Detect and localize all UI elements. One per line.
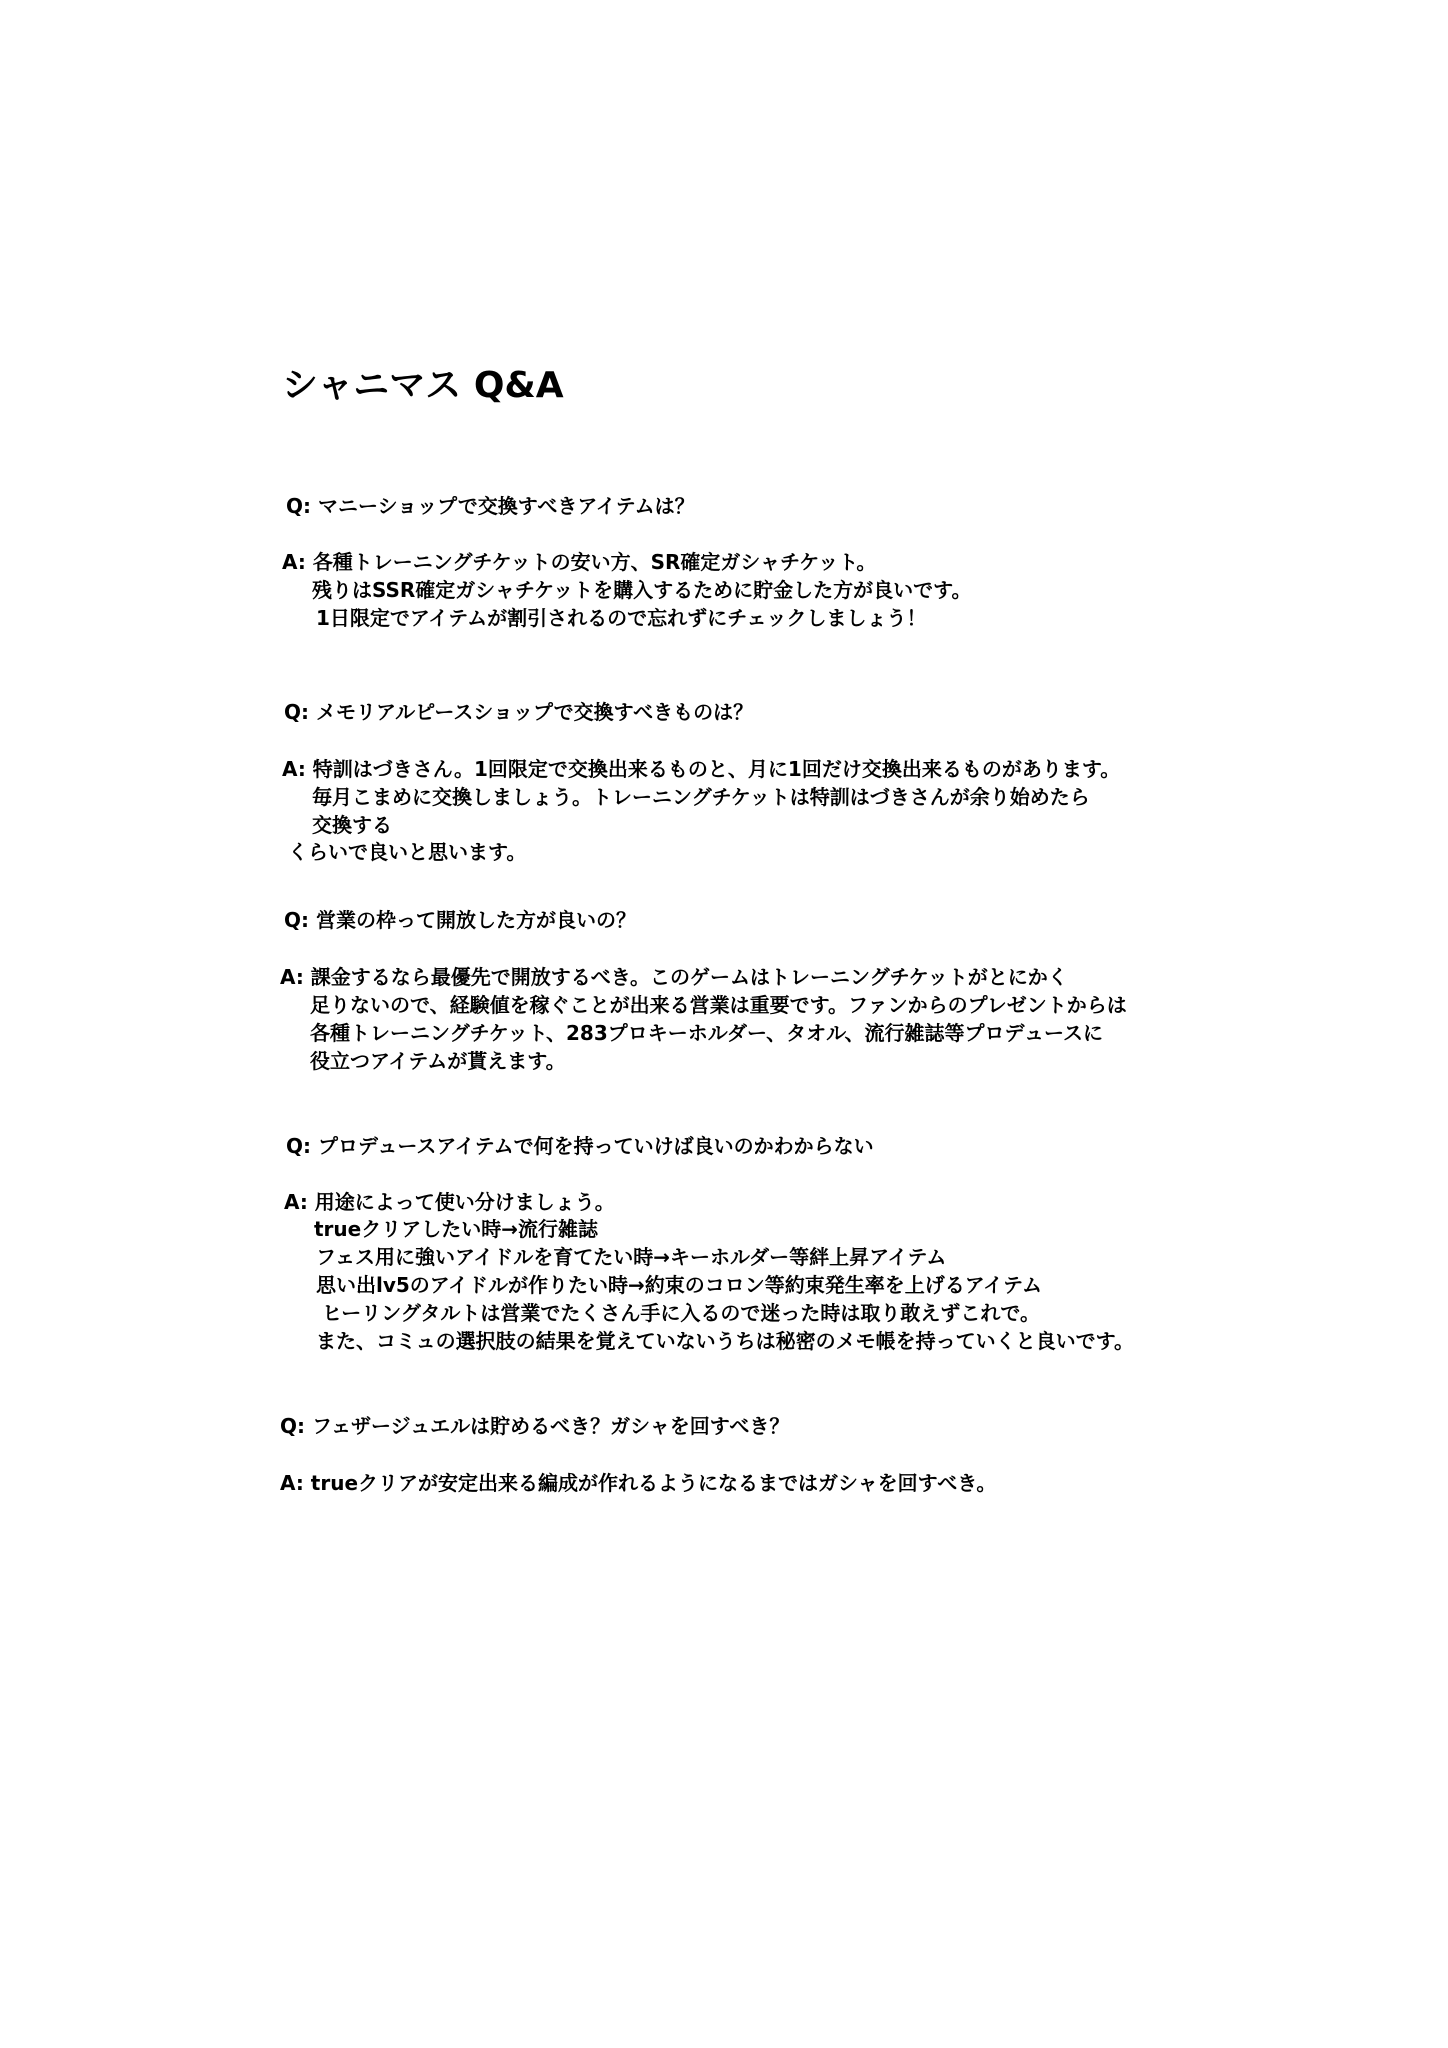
answer-line: A: 用途によって使い分けましょう。 <box>284 1190 615 1214</box>
answer-line: 各種トレーニングチケット、283プロキーホルダー、タオル、流行雑誌等プロデュースに <box>310 1021 1103 1045</box>
answer-line: また、コミュの選択肢の結果を覚えていないうちは秘密のメモ帳を持っていくと良いです。 <box>316 1329 1134 1353</box>
answer-line: 思い出lv5のアイドルが作りたい時→約束のコロン等約束発生率を上げるアイテム <box>316 1273 1042 1297</box>
answer-line: A: 特訓はづきさん。1回限定で交換出来るものと、月に1回だけ交換出来るものがあります。 <box>282 757 1121 781</box>
answer-line: A: 各種トレーニングチケットの安い方、SR確定ガシャチケット。 <box>282 550 877 574</box>
answer-line: trueクリアしたい時→流行雑誌 <box>314 1217 598 1241</box>
answer-line: フェス用に強いアイドルを育てたい時→キーホルダー等絆上昇アイテム <box>316 1245 947 1269</box>
question-text: Q: マニーショップで交換すべきアイテムは？ <box>286 494 695 518</box>
answer-line: 毎月こまめに交換しましょう。トレーニングチケットは特訓はづきさんが余り始めたら <box>312 785 1090 809</box>
question-text: Q: メモリアルピースショップで交換すべきものは？ <box>284 700 754 724</box>
answer-line: 残りはSSR確定ガシャチケットを購入するために貯金した方が良いです。 <box>312 578 972 602</box>
question-text: Q: 営業の枠って開放した方が良いの？ <box>284 908 636 932</box>
answer-line: 役立つアイテムが貰えます。 <box>310 1049 566 1073</box>
question-text: Q: フェザージュエルは貯めるべき？ガシャを回すべき？ <box>280 1414 790 1438</box>
answer-line: A: 課金するなら最優先で開放するべき。このゲームはトレーニングチケットがとにかく <box>280 965 1068 989</box>
answer-line: くらいで良いと思います。 <box>288 840 527 864</box>
page-title: シャニマス Q&A <box>282 365 564 406</box>
answer-line: A: trueクリアが安定出来る編成が作れるようになるまではガシャを回すべき。 <box>280 1471 997 1495</box>
answer-line: 1日限定でアイテムが割引されるので忘れずにチェックしましょう！ <box>316 606 927 630</box>
question-text: Q: プロデュースアイテムで何を持っていけば良いのかわからない <box>286 1134 874 1158</box>
answer-line: ヒーリングタルトは営業でたくさん手に入るので迷った時は取り敢えずこれで。 <box>322 1301 1040 1325</box>
answer-line: 足りないので、経験値を稼ぐことが出来る営業は重要です。ファンからのプレゼントからは <box>310 993 1127 1017</box>
answer-line: 交換する <box>312 813 392 837</box>
